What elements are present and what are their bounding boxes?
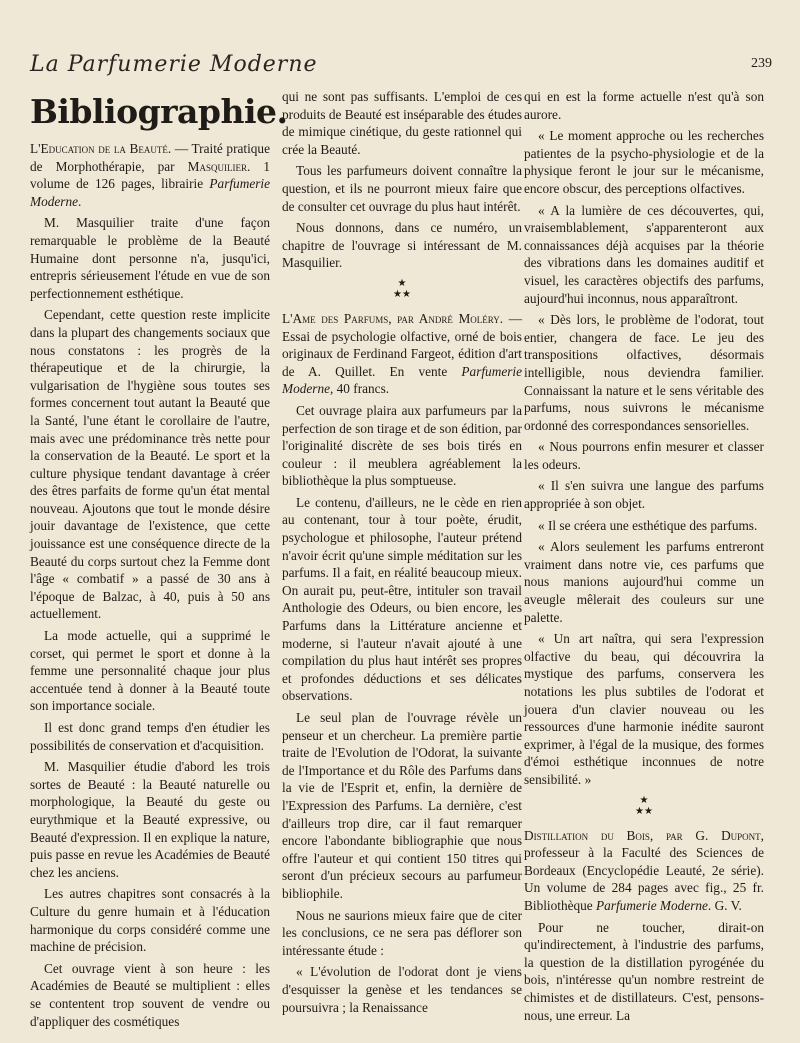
entry-end: . G. V. <box>707 897 742 913</box>
paragraph: « Dès lors, le problème de l'odorat, tout entier, changera de face. Le jeu des transpositions olfactives, désormais intelligible, nous deviendra familier. Connaissant la nature et le sens véritable des parfums, nous suivrons le mécanisme ordonné des correspondances sensorielles. <box>524 312 764 433</box>
paragraph: « Alors seulement les parfums entreront vraiment dans notre vie, ces parfums que nous manions aujourd'hui comme un aveugle mêlerait des couleurs sur une palette. <box>524 539 764 625</box>
paragraph: « Le moment approche ou les recherches patientes de la psycho-physiologie et de la physique feront le jour sur le mécanisme, encore obscur, des perceptions olfactives. <box>524 128 764 196</box>
paragraph: « A la lumière de ces découvertes, qui, vraisemblablement, s'apparenteront aux connaissances déjà acquises par la théorie des vibrations dans les domaines auditif et visuel, les caractères objectifs des parfums, aujourd'hui inconnus, nous apparaîtront. <box>524 202 764 306</box>
paragraph: Pour ne toucher, dirait-on qu'indirectement, à l'industrie des parfums, la question de la distillation pyrogénée du bois, n'intéresse qu'un nombre restreint de chimistes et de distillateurs. C'est, pensons-nous, une erreur. La <box>524 919 764 1023</box>
paragraph: « Il se créera une esthétique des parfums. <box>538 517 758 533</box>
paragraph: Le seul plan de l'ouvrage révèle un penseur et un chercheur. La première partie traite de l'Evolution de l'Odorat, la suivante de l'Importance et du Rôle des Parfums dans la vie de l'Esprit et, enfin, la dernière de l'Expression des Parfums. La dernière, c'est d'ailleurs trop dire, car il faut remarquer encore l'abondante bibliographie que nous offre l'auteur et qui contient 150 titres qui seront d'un précieux secours au parfumeur bibliophile. <box>282 710 522 901</box>
section-separator-stars: ★ ★★ <box>393 277 411 300</box>
column-2 <box>282 88 522 1020</box>
book-author: Masquilier. <box>187 158 251 174</box>
paragraph: Il est donc grand temps d'en étudier les possibilités de conservation et d'acquisition. <box>30 720 270 753</box>
publisher: Parfumerie Moderne <box>30 176 270 209</box>
book-author: par André Moléry. <box>391 310 504 326</box>
page-title: Bibliographie. <box>30 92 288 131</box>
book-entry-ame-des-parfums <box>282 310 522 398</box>
column-1 <box>30 88 288 1034</box>
paragraph: La mode actuelle, qui a supprimé le corset, qui permet le sport et donne à la femme une personnalité chaque jour plus accentuée tend à donner à la Beauté toute son importance sociale. <box>30 628 270 714</box>
paragraph: Cet ouvrage vient à son heure : les Académies de Beauté se multiplient : elles se contentent trop souvent de vendre ou d'appliquer des cosmétiques <box>30 960 270 1029</box>
book-description: professeur à la Faculté des Sciences de Bordeaux (Encyclopédie Leauté, 2e série). Un volume de 284 pages avec fig., 25 fr. Bibliothèque <box>524 845 764 913</box>
entry-end: . <box>78 193 82 209</box>
journal-masthead: La Parfumerie Moderne <box>30 52 318 77</box>
dash: — <box>171 141 192 156</box>
paragraph: qui en est la forme actuelle n'est qu'à son aurore. <box>524 89 764 122</box>
paragraph: qui ne sont pas suffisants. L'emploi de ces produits de Beauté est inséparable des études de mimique cinétique, du geste rationnel qui crée la Beauté. <box>282 89 523 157</box>
book-description: Traité pratique de Morphothérapie, par <box>30 141 270 174</box>
paragraph: Les autres chapitres sont consacrés à la Culture du genre humain et à l'éducation harmonique du corps considéré comme une machine de précision. <box>30 886 270 955</box>
page-number: 239 <box>751 56 772 71</box>
book-meta: 1 volume de 126 pages, librairie <box>30 158 270 192</box>
column-3 <box>524 88 764 1028</box>
page-header <box>30 52 772 82</box>
paragraph: M. Masquilier étudie d'abord les trois sortes de Beauté : la Beauté naturelle ou morphologique, la Beauté du geste ou eurythmique et la Beauté expressive, ou Beauté d'expression. Il en explique la nature, puis passe en revue les Académies de Beauté chez les anciens. <box>30 759 270 880</box>
publisher: Parfumerie Moderne <box>282 363 522 397</box>
paragraph: Nous ne saurions mieux faire que de citer les conclusions, ce ne sera pas déflorer son intéressante étude : <box>282 907 522 958</box>
book-entry-distillation-bois <box>524 827 764 915</box>
book-title: L'Education de la Beauté. <box>30 141 172 156</box>
paragraph: Le contenu, d'ailleurs, ne le cède en rien au contenant, tour à tour poète, érudit, psychologue et philosophe, l'auteur prétend n'avoir écrit qu'une simple méditation sur les parfums. Il a fait, en réalité beaucoup mieux. On aurait pu, peut-être, intituler son travail Anthologie des Odeurs, ou bien encore, les Parfums dans la Littérature ancienne et moderne, si l'auteur n'avait ajouté à une compilation du plus haut intérêt ses propres et profondes déductions et ses délicates observations. <box>282 494 522 704</box>
publisher: Parfumerie Moderne <box>596 897 708 913</box>
section-separator-stars: ★ ★★ <box>635 794 653 817</box>
paragraph: « L'évolution de l'odorat dont je viens d'esquisser la genèse et les tendances se poursuivra ; la Renaissance <box>282 964 522 1015</box>
book-title: Distillation du Bois, <box>524 827 654 843</box>
book-title: L'Ame des Parfums, <box>282 310 392 326</box>
paragraph: « Un art naîtra, qui sera l'expression olfactive du beau, qui découvrira la mystique des parfums, conservera les notations les plus subtiles de l'odorat et jouera d'un clavier nouveau ou les ressources d'une harmonie inédite sauront exprimer, à l'égal de la musique, des formes d'émoi esthétique inconnues de notre sensibilité. » <box>524 631 764 787</box>
paragraph: M. Masquilier traite d'une façon remarquable le problème de la Beauté Humaine dont personne n'a, jusqu'ici, entrepris sérieusement l'étude en vue de son perfectionnement esthétique. <box>30 215 270 301</box>
paragraph: « Nous pourrons enfin mesurer et classer les odeurs. <box>524 439 764 472</box>
book-entry-education-beaute <box>30 140 270 210</box>
paragraph: « Il s'en suivra une langue des parfums appropriée à son objet. <box>524 478 764 512</box>
paragraph: Cependant, cette question reste implicite dans la plupart des changements sociaux que nous constatons : les progrès de la thérapeutique et de la chirurgie, la vulgarisation de l'hygiène sous toutes ses formes concernent tout autant la Beauté que la Santé, l'une étant le corollaire de l'autre, mais avec une prédominance très nette pour la conservation de la Beauté. Le sport et la culture physique tendant davantage à créer des êtres parfaits de forme qu'un état mental nouveau. Ajoutons que tout le monde désire jouir davantage de l'existence, que cette jouissance est une conséquence directe de la Beauté du corps surtout chez la Femme dont l'âge « combatif » a passé de 30 ans à l'époque de Balzac, à 40, puis à 50 ans actuellement. <box>30 307 270 622</box>
paragraph: Cet ouvrage plaira aux parfumeurs par la perfection de son tirage et de son édition, par l'originalité discrète de ses bois tirés en couleur : il meublera agréablement la bibliothèque la plus somptueuse. <box>282 402 522 489</box>
paragraph: Tous les parfumeurs doivent connaître la question, et ils ne pourront mieux faire que de consulter cet ouvrage du plus haut intérêt. <box>282 163 522 214</box>
paragraph: Nous donnons, dans ce numéro, un chapitre de l'ouvrage si intéressant de M. Masquilier. <box>282 220 522 271</box>
entry-end: , 40 francs. <box>330 381 390 397</box>
book-description: — Essai de psychologie olfactive, orné de bois originaux de Ferdinand Fargeot, édition d'art de A. Quillet. En vente <box>282 310 522 379</box>
book-author: par G. Dupont, <box>653 827 765 843</box>
